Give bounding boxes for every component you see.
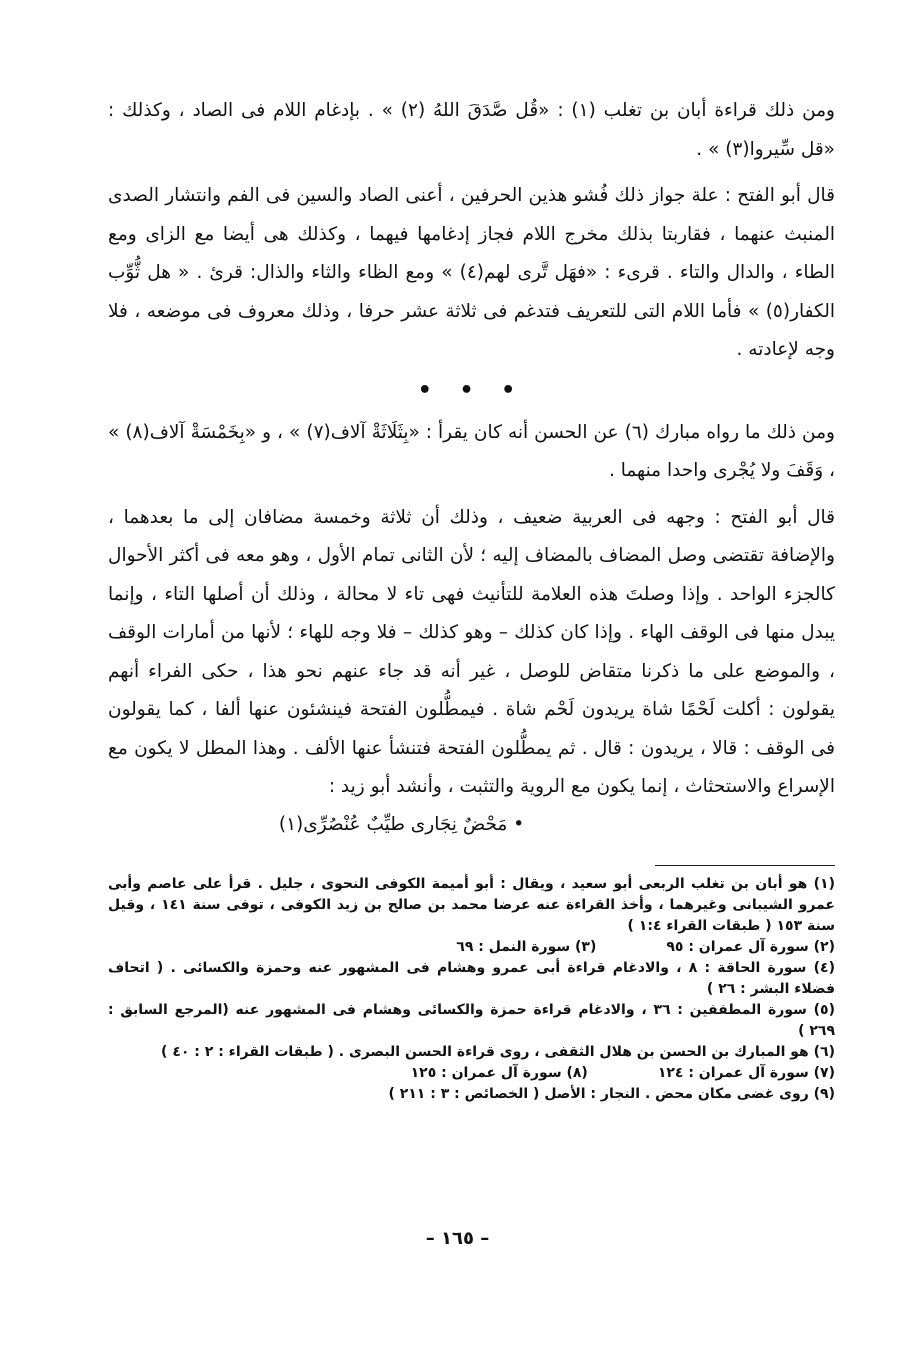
poetry-verse: • مَحْضٌ نِجَارى طيِّبٌ عُنْصُرِّى(١) xyxy=(278,813,525,835)
paragraph-abu-alfath-commentary-2: قال أبو الفتح : وجهه فى العربية ضعيف ، وذلك أن ثلاثة وخمسة مضافان إلى ما بعدهما ، والإضافة تقتضى وصل المضاف بالمضاف إليه ؛ لأن الثانى تمام الأول ، وهو معه فى أكثر الأحوال كالجزء الواحد . وإذا وصلتَ هذه العلامة للتأنيث فهى تاء لا محالة ، وذلك أن أصلها التاء ، وإنما يبدل منها فى الوقف الهاء . وإذا كان كذلك – وهو كذلك – فلا وجه للهاء ؛ لأنها من أمارات الوقف ، والموضع على ما ذكرنا متقاض للوصل ، غير أنه قد جاء عنهم نحو هذا ، حكى الفراء أنهم يقولون : أكلت لَحْمًا شاة يريدون لَحْم شاة . فيمطُّلون الفتحة فينشئون عنها ألفا ، كما يقولون فى الوقف : قالا ، يريدون : قال . ثم يمطُّلون الفتحة فتنشأ عنها الألف . وهذا المطل لا يكون مع الإسراع والاستحثاث ، إنما يكون مع الروية والتثبت ، وأنشد أبو زيد : xyxy=(108,506,835,797)
footnote-6: (٦) هو المبارك بن الحسن بن هلال الثقفى ، روى قراءة الحسن البصرى . ( طبقات القراء : ٢ : ٤٠ ) xyxy=(161,1043,835,1060)
footnote-1: (١) هو أبان بن تغلب الربعى أبو سعيد ، ويقال : أبو أميمة الكوفى النحوى ، جليل . قرأ على عاصم وأبى عمرو الشيبانى وغيرهما ، وأخذ القراءة عنه عرضا محمد بن صالح بن زيد الكوفى ، توفى سنة ١٤١ ، وقيل سنة ١٥٣ ( طبقات القراء ١:٤ ) xyxy=(108,875,835,934)
footnote-row-7-8 xyxy=(108,1063,835,1084)
footnote-3: (٣) سورة النمل : ٦٩ xyxy=(456,938,597,955)
footnote-2: (٢) سورة آل عمران : ٩٥ xyxy=(666,938,835,955)
footnotes xyxy=(108,874,835,1105)
footnote-9: (٩) روى غضى مكان محض . النجار : الأصل ( الخصائص : ٣ : ٢١١ ) xyxy=(388,1085,835,1102)
footnote-5: (٥) سورة المطففين : ٣٦ ، والادغام قراءة حمزة والكسائى وهشام فى المشهور عنه (المرجع السابق : ٢٦٩ ) xyxy=(108,1001,835,1039)
footnote-8: (٨) سورة آل عمران : ١٢٥ xyxy=(410,1064,588,1081)
section-separator: • • • xyxy=(417,377,526,403)
footnote-rule xyxy=(655,865,835,866)
paragraph-aban-reading: ومن ذلك قراءة أبان بن تغلب (١) : «قُل صَّدَقَ اللهُ (٢) » . بإدغام اللام فى الصاد ، وكذلك : «قل سِّيروا(٣) » . xyxy=(108,100,835,160)
paragraph-abu-alfath-commentary-1: قال أبو الفتح : علة جواز ذلك فُشو هذين الحرفين ، أعنى الصاد والسين فى الفم وانتشار الصدى المنبث عنهما ، فقاربتا بذلك مخرج اللام فجاز إدغامها فيهما ، وكذلك هى أيضا مع الزاى ومع الطاء ، والدال والتاء . قرىء : «فهَل تَّرى لهم(٤) » ومع الظاء والثاء والذال: قرئ . « هل ثُّوِّب الكفار(٥) » فأما اللام التى للتعريف فتدغم فى ثلاثة عشر حرفا ، وذلك معروف فى موضعه ، فلا وجه لإعادته . xyxy=(108,185,835,360)
paragraph-mubarak-reading: ومن ذلك ما رواه مبارك (٦) عن الحسن أنه كان يقرأ : «بِثَلَاثَةْ آلاف(٧) » ، و «بِخَمْسَةْ آلاف(٨) » ، وَقَفَ ولا يُجْرى واحدا منهما . xyxy=(108,421,835,481)
footnote-row-2-3 xyxy=(108,937,835,958)
main-text xyxy=(108,92,835,843)
footnote-4: (٤) سورة الحاقة : ٨ ، والادغام قراءة أبى عمرو وهشام فى المشهور عنه وحمزة والكسائى . ( اتحاف فضلاء البشر : ٢٦ ) xyxy=(108,959,835,997)
footnote-7: (٧) سورة آل عمران : ١٢٤ xyxy=(657,1064,835,1081)
page-number: – ١٦٥ – xyxy=(425,1228,490,1249)
